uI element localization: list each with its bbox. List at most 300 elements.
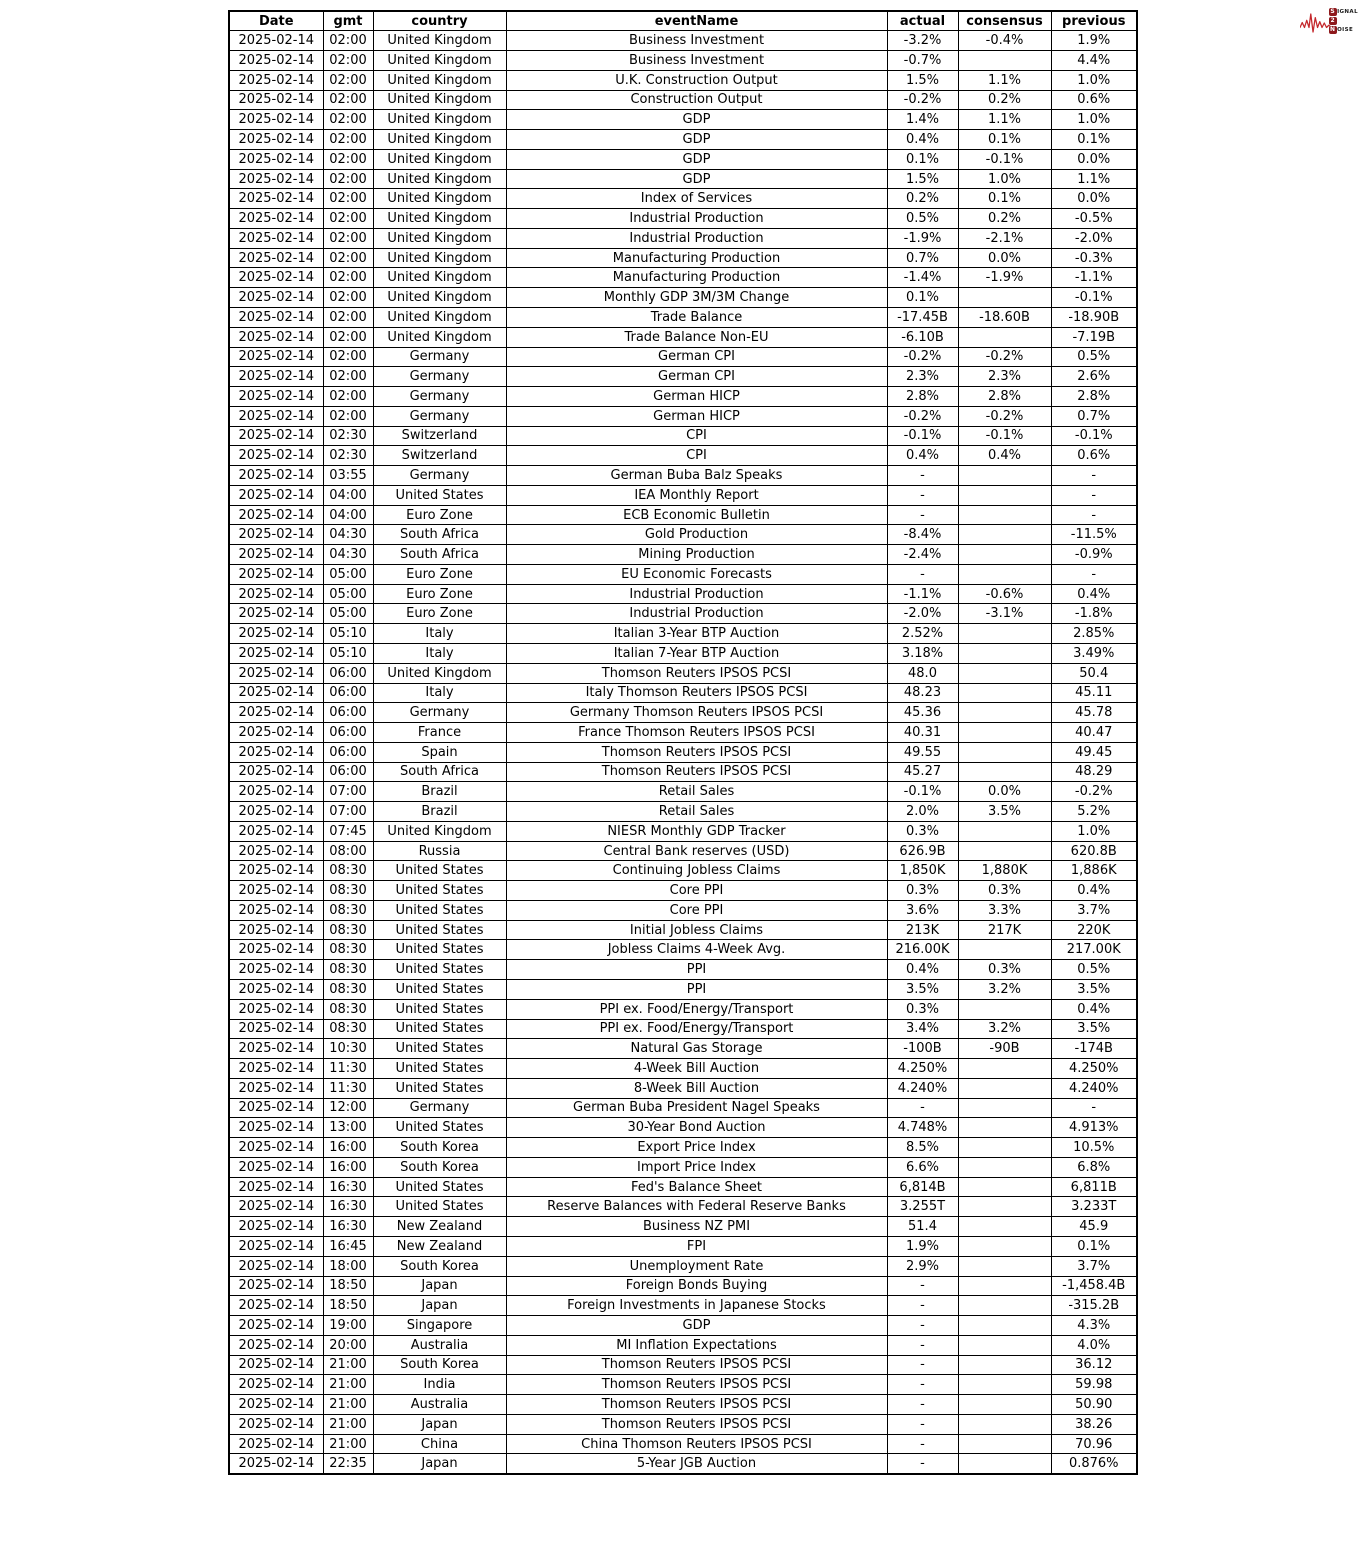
cell-event-name: China Thomson Reuters IPSOS PCSI: [506, 1434, 887, 1454]
cell-country: Brazil: [373, 782, 506, 802]
cell-gmt: 13:00: [323, 1118, 373, 1138]
cell-consensus: [958, 1335, 1051, 1355]
cell-event-name: German CPI: [506, 347, 887, 367]
cell-consensus: [958, 1355, 1051, 1375]
cell-previous: 10.5%: [1051, 1138, 1137, 1158]
cell-previous: 45.9: [1051, 1217, 1137, 1237]
cell-country: United Kingdom: [373, 268, 506, 288]
cell-country: United States: [373, 1019, 506, 1039]
cell-event-name: Business NZ PMI: [506, 1217, 887, 1237]
cell-event-name: Business Investment: [506, 31, 887, 51]
cell-country: Brazil: [373, 802, 506, 822]
table-row: [229, 228, 1137, 248]
cell-date: 2025-02-14: [229, 209, 323, 229]
cell-gmt: 02:00: [323, 327, 373, 347]
cell-actual: 0.1%: [887, 288, 958, 308]
column-header-actual: actual: [887, 11, 958, 31]
table-row: [229, 1157, 1137, 1177]
table-body: [229, 31, 1137, 1474]
table-row: [229, 1039, 1137, 1059]
cell-date: 2025-02-14: [229, 130, 323, 150]
cell-previous: 4.0%: [1051, 1335, 1137, 1355]
table-row: [229, 802, 1137, 822]
cell-country: United States: [373, 485, 506, 505]
cell-actual: 0.4%: [887, 960, 958, 980]
cell-previous: 3.7%: [1051, 1256, 1137, 1276]
cell-event-name: Italian 3-Year BTP Auction: [506, 624, 887, 644]
cell-date: 2025-02-14: [229, 900, 323, 920]
cell-date: 2025-02-14: [229, 940, 323, 960]
cell-date: 2025-02-14: [229, 466, 323, 486]
cell-consensus: -0.4%: [958, 31, 1051, 51]
cell-event-name: Import Price Index: [506, 1157, 887, 1177]
cell-event-name: German CPI: [506, 367, 887, 387]
cell-country: Australia: [373, 1395, 506, 1415]
table-row: [229, 1098, 1137, 1118]
column-header-date: Date: [229, 11, 323, 31]
cell-actual: 6.6%: [887, 1157, 958, 1177]
cell-consensus: -2.1%: [958, 228, 1051, 248]
cell-gmt: 02:00: [323, 406, 373, 426]
cell-event-name: Natural Gas Storage: [506, 1039, 887, 1059]
cell-previous: 36.12: [1051, 1355, 1137, 1375]
cell-actual: -: [887, 505, 958, 525]
cell-previous: -18.90B: [1051, 307, 1137, 327]
cell-date: 2025-02-14: [229, 1217, 323, 1237]
cell-previous: 0.4%: [1051, 999, 1137, 1019]
cell-gmt: 21:00: [323, 1395, 373, 1415]
cell-date: 2025-02-14: [229, 742, 323, 762]
cell-event-name: EU Economic Forecasts: [506, 564, 887, 584]
cell-consensus: -1.9%: [958, 268, 1051, 288]
cell-consensus: -0.1%: [958, 426, 1051, 446]
cell-previous: 49.45: [1051, 742, 1137, 762]
cell-previous: -0.3%: [1051, 248, 1137, 268]
cell-country: Italy: [373, 683, 506, 703]
cell-gmt: 06:00: [323, 742, 373, 762]
table-row: [229, 149, 1137, 169]
cell-event-name: Trade Balance Non-EU: [506, 327, 887, 347]
table-row: [229, 1236, 1137, 1256]
cell-gmt: 21:00: [323, 1434, 373, 1454]
cell-date: 2025-02-14: [229, 663, 323, 683]
cell-actual: 49.55: [887, 742, 958, 762]
cell-country: Euro Zone: [373, 564, 506, 584]
cell-previous: 48.29: [1051, 762, 1137, 782]
cell-actual: -: [887, 1414, 958, 1434]
table-row: [229, 268, 1137, 288]
cell-date: 2025-02-14: [229, 1256, 323, 1276]
cell-event-name: Industrial Production: [506, 209, 887, 229]
cell-previous: 3.7%: [1051, 900, 1137, 920]
cell-gmt: 03:55: [323, 466, 373, 486]
cell-actual: -: [887, 564, 958, 584]
table-row: [229, 762, 1137, 782]
cell-date: 2025-02-14: [229, 861, 323, 881]
cell-previous: -0.1%: [1051, 426, 1137, 446]
cell-date: 2025-02-14: [229, 1335, 323, 1355]
cell-event-name: PPI: [506, 960, 887, 980]
cell-country: New Zealand: [373, 1217, 506, 1237]
cell-country: United Kingdom: [373, 31, 506, 51]
cell-date: 2025-02-14: [229, 564, 323, 584]
cell-actual: 0.3%: [887, 999, 958, 1019]
cell-actual: 40.31: [887, 723, 958, 743]
cell-country: United States: [373, 1078, 506, 1098]
cell-date: 2025-02-14: [229, 228, 323, 248]
table-row: [229, 367, 1137, 387]
cell-date: 2025-02-14: [229, 1355, 323, 1375]
cell-gmt: 18:00: [323, 1256, 373, 1276]
cell-date: 2025-02-14: [229, 762, 323, 782]
cell-previous: -1.8%: [1051, 604, 1137, 624]
cell-country: Germany: [373, 347, 506, 367]
cell-country: South Korea: [373, 1157, 506, 1177]
cell-gmt: 02:00: [323, 307, 373, 327]
cell-country: Germany: [373, 367, 506, 387]
cell-actual: 1,850K: [887, 861, 958, 881]
cell-previous: 1.1%: [1051, 169, 1137, 189]
cell-country: United States: [373, 940, 506, 960]
cell-country: United States: [373, 861, 506, 881]
table-row: [229, 900, 1137, 920]
cell-consensus: [958, 51, 1051, 71]
cell-gmt: 02:00: [323, 90, 373, 110]
cell-previous: -7.19B: [1051, 327, 1137, 347]
cell-event-name: GDP: [506, 130, 887, 150]
cell-event-name: GDP: [506, 149, 887, 169]
cell-previous: -11.5%: [1051, 525, 1137, 545]
cell-event-name: Foreign Investments in Japanese Stocks: [506, 1296, 887, 1316]
cell-previous: 1.0%: [1051, 70, 1137, 90]
cell-gmt: 08:30: [323, 920, 373, 940]
table-row: [229, 70, 1137, 90]
cell-actual: 4.240%: [887, 1078, 958, 1098]
cell-gmt: 02:30: [323, 446, 373, 466]
table-row: [229, 1276, 1137, 1296]
column-header-consensus: consensus: [958, 11, 1051, 31]
cell-date: 2025-02-14: [229, 1296, 323, 1316]
cell-consensus: [958, 288, 1051, 308]
table-row: [229, 485, 1137, 505]
cell-previous: 2.6%: [1051, 367, 1137, 387]
cell-event-name: German Buba Balz Speaks: [506, 466, 887, 486]
cell-gmt: 07:00: [323, 782, 373, 802]
cell-actual: 8.5%: [887, 1138, 958, 1158]
cell-gmt: 08:00: [323, 841, 373, 861]
cell-gmt: 05:00: [323, 584, 373, 604]
cell-consensus: -0.6%: [958, 584, 1051, 604]
cell-gmt: 19:00: [323, 1316, 373, 1336]
table-row: [229, 525, 1137, 545]
table-row: [229, 31, 1137, 51]
cell-consensus: 0.3%: [958, 960, 1051, 980]
cell-event-name: GDP: [506, 110, 887, 130]
cell-consensus: [958, 624, 1051, 644]
table-row: [229, 110, 1137, 130]
cell-date: 2025-02-14: [229, 1395, 323, 1415]
cell-event-name: 5-Year JGB Auction: [506, 1454, 887, 1474]
cell-date: 2025-02-14: [229, 31, 323, 51]
cell-previous: 6,811B: [1051, 1177, 1137, 1197]
cell-actual: 45.36: [887, 703, 958, 723]
cell-actual: 2.9%: [887, 1256, 958, 1276]
table-row: [229, 861, 1137, 881]
table-row: [229, 209, 1137, 229]
cell-actual: -2.0%: [887, 604, 958, 624]
logo-letter-s: S: [1330, 8, 1335, 15]
cell-consensus: 1.1%: [958, 110, 1051, 130]
cell-date: 2025-02-14: [229, 1454, 323, 1474]
cell-country: South Africa: [373, 762, 506, 782]
cell-consensus: [958, 663, 1051, 683]
cell-gmt: 21:00: [323, 1375, 373, 1395]
table-row: [229, 1434, 1137, 1454]
cell-event-name: Fed's Balance Sheet: [506, 1177, 887, 1197]
cell-gmt: 02:00: [323, 387, 373, 407]
cell-event-name: Foreign Bonds Buying: [506, 1276, 887, 1296]
table-row: [229, 723, 1137, 743]
cell-previous: 0.4%: [1051, 584, 1137, 604]
cell-consensus: 3.2%: [958, 1019, 1051, 1039]
cell-country: Germany: [373, 1098, 506, 1118]
cell-gmt: 21:00: [323, 1355, 373, 1375]
cell-event-name: Industrial Production: [506, 604, 887, 624]
cell-actual: 2.3%: [887, 367, 958, 387]
cell-date: 2025-02-14: [229, 51, 323, 71]
cell-country: United States: [373, 920, 506, 940]
cell-gmt: 04:00: [323, 485, 373, 505]
cell-gmt: 08:30: [323, 999, 373, 1019]
cell-date: 2025-02-14: [229, 920, 323, 940]
cell-country: Japan: [373, 1454, 506, 1474]
cell-event-name: U.K. Construction Output: [506, 70, 887, 90]
cell-actual: 48.0: [887, 663, 958, 683]
cell-previous: 0.1%: [1051, 130, 1137, 150]
cell-date: 2025-02-14: [229, 1078, 323, 1098]
cell-date: 2025-02-14: [229, 1197, 323, 1217]
cell-date: 2025-02-14: [229, 1157, 323, 1177]
cell-actual: -: [887, 1335, 958, 1355]
cell-actual: 1.5%: [887, 70, 958, 90]
cell-date: 2025-02-14: [229, 980, 323, 1000]
cell-actual: 0.5%: [887, 209, 958, 229]
cell-date: 2025-02-14: [229, 268, 323, 288]
cell-consensus: [958, 1276, 1051, 1296]
cell-gmt: 02:00: [323, 268, 373, 288]
cell-previous: -: [1051, 505, 1137, 525]
cell-date: 2025-02-14: [229, 1316, 323, 1336]
logo-line-noise: [1329, 26, 1358, 34]
cell-actual: 6,814B: [887, 1177, 958, 1197]
cell-country: Australia: [373, 1335, 506, 1355]
cell-event-name: Thomson Reuters IPSOS PCSI: [506, 762, 887, 782]
cell-previous: -: [1051, 485, 1137, 505]
cell-country: United Kingdom: [373, 149, 506, 169]
cell-event-name: Retail Sales: [506, 782, 887, 802]
cell-country: United Kingdom: [373, 327, 506, 347]
cell-consensus: 0.2%: [958, 209, 1051, 229]
table-row: [229, 426, 1137, 446]
logo-text-signal: IGNAL: [1337, 9, 1358, 15]
cell-gmt: 05:00: [323, 604, 373, 624]
cell-country: United States: [373, 1197, 506, 1217]
column-header-previous: previous: [1051, 11, 1137, 31]
cell-event-name: Monthly GDP 3M/3M Change: [506, 288, 887, 308]
cell-actual: 3.5%: [887, 980, 958, 1000]
table-row: [229, 1355, 1137, 1375]
cell-consensus: [958, 1217, 1051, 1237]
table-row: [229, 1316, 1137, 1336]
cell-event-name: Core PPI: [506, 881, 887, 901]
cell-country: United States: [373, 980, 506, 1000]
cell-date: 2025-02-14: [229, 169, 323, 189]
cell-event-name: Manufacturing Production: [506, 268, 887, 288]
cell-actual: -0.2%: [887, 90, 958, 110]
cell-previous: 0.0%: [1051, 149, 1137, 169]
table-row: [229, 1217, 1137, 1237]
cell-event-name: Thomson Reuters IPSOS PCSI: [506, 742, 887, 762]
cell-consensus: [958, 1098, 1051, 1118]
cell-date: 2025-02-14: [229, 446, 323, 466]
table-row: [229, 1019, 1137, 1039]
cell-consensus: -0.2%: [958, 347, 1051, 367]
table-row: [229, 446, 1137, 466]
cell-event-name: 8-Week Bill Auction: [506, 1078, 887, 1098]
cell-country: South Korea: [373, 1138, 506, 1158]
cell-consensus: 0.0%: [958, 248, 1051, 268]
cell-consensus: [958, 1157, 1051, 1177]
cell-date: 2025-02-14: [229, 703, 323, 723]
cell-gmt: 08:30: [323, 980, 373, 1000]
cell-consensus: [958, 525, 1051, 545]
cell-country: Spain: [373, 742, 506, 762]
cell-event-name: Industrial Production: [506, 584, 887, 604]
cell-event-name: Thomson Reuters IPSOS PCSI: [506, 663, 887, 683]
cell-consensus: [958, 999, 1051, 1019]
cell-date: 2025-02-14: [229, 1138, 323, 1158]
cell-consensus: [958, 841, 1051, 861]
cell-actual: -8.4%: [887, 525, 958, 545]
cell-consensus: [958, 485, 1051, 505]
cell-country: Germany: [373, 466, 506, 486]
cell-previous: 217.00K: [1051, 940, 1137, 960]
cell-actual: -17.45B: [887, 307, 958, 327]
cell-event-name: PPI ex. Food/Energy/Transport: [506, 1019, 887, 1039]
cell-gmt: 08:30: [323, 900, 373, 920]
cell-actual: -: [887, 1434, 958, 1454]
cell-gmt: 07:45: [323, 821, 373, 841]
cell-consensus: 0.1%: [958, 130, 1051, 150]
cell-previous: 4.913%: [1051, 1118, 1137, 1138]
table-row: [229, 584, 1137, 604]
cell-date: 2025-02-14: [229, 327, 323, 347]
cell-actual: 4.748%: [887, 1118, 958, 1138]
cell-actual: 3.255T: [887, 1197, 958, 1217]
cell-event-name: Mining Production: [506, 545, 887, 565]
cell-actual: 3.4%: [887, 1019, 958, 1039]
cell-actual: 0.2%: [887, 189, 958, 209]
table-row: [229, 347, 1137, 367]
cell-event-name: German HICP: [506, 387, 887, 407]
cell-country: United States: [373, 900, 506, 920]
cell-gmt: 08:30: [323, 960, 373, 980]
cell-consensus: 1.1%: [958, 70, 1051, 90]
cell-previous: 2.8%: [1051, 387, 1137, 407]
cell-consensus: 3.3%: [958, 900, 1051, 920]
cell-country: United Kingdom: [373, 288, 506, 308]
cell-event-name: MI Inflation Expectations: [506, 1335, 887, 1355]
cell-consensus: 2.8%: [958, 387, 1051, 407]
cell-gmt: 18:50: [323, 1276, 373, 1296]
economic-calendar-table: [228, 10, 1138, 1475]
table-row: [229, 505, 1137, 525]
cell-country: United States: [373, 1118, 506, 1138]
cell-date: 2025-02-14: [229, 525, 323, 545]
cell-date: 2025-02-14: [229, 723, 323, 743]
cell-date: 2025-02-14: [229, 307, 323, 327]
cell-consensus: [958, 1316, 1051, 1336]
table-row: [229, 624, 1137, 644]
cell-actual: -6.10B: [887, 327, 958, 347]
cell-gmt: 06:00: [323, 723, 373, 743]
table-row: [229, 1078, 1137, 1098]
cell-event-name: IEA Monthly Report: [506, 485, 887, 505]
cell-actual: 0.4%: [887, 446, 958, 466]
cell-date: 2025-02-14: [229, 1059, 323, 1079]
cell-country: United States: [373, 1059, 506, 1079]
cell-date: 2025-02-14: [229, 1434, 323, 1454]
table-row: [229, 288, 1137, 308]
column-header-country: country: [373, 11, 506, 31]
cell-previous: -174B: [1051, 1039, 1137, 1059]
cell-actual: -0.1%: [887, 426, 958, 446]
cell-gmt: 06:00: [323, 703, 373, 723]
brand-logo-text: [1329, 8, 1358, 34]
cell-event-name: PPI ex. Food/Energy/Transport: [506, 999, 887, 1019]
cell-consensus: 1,880K: [958, 861, 1051, 881]
cell-country: Japan: [373, 1414, 506, 1434]
cell-date: 2025-02-14: [229, 1375, 323, 1395]
cell-event-name: France Thomson Reuters IPSOS PCSI: [506, 723, 887, 743]
cell-event-name: Index of Services: [506, 189, 887, 209]
cell-previous: 1.0%: [1051, 821, 1137, 841]
cell-gmt: 08:30: [323, 881, 373, 901]
cell-country: Switzerland: [373, 426, 506, 446]
cell-actual: 1.4%: [887, 110, 958, 130]
cell-country: Germany: [373, 406, 506, 426]
cell-gmt: 11:30: [323, 1078, 373, 1098]
table-row: [229, 1197, 1137, 1217]
cell-actual: -: [887, 1296, 958, 1316]
table-row: [229, 1118, 1137, 1138]
cell-actual: -: [887, 1276, 958, 1296]
cell-consensus: [958, 1296, 1051, 1316]
cell-gmt: 04:00: [323, 505, 373, 525]
table-row: [229, 564, 1137, 584]
table-row: [229, 980, 1137, 1000]
cell-previous: 0.6%: [1051, 90, 1137, 110]
cell-gmt: 20:00: [323, 1335, 373, 1355]
cell-date: 2025-02-14: [229, 782, 323, 802]
cell-consensus: [958, 327, 1051, 347]
cell-actual: 626.9B: [887, 841, 958, 861]
cell-gmt: 16:30: [323, 1177, 373, 1197]
cell-event-name: Thomson Reuters IPSOS PCSI: [506, 1414, 887, 1434]
cell-previous: 5.2%: [1051, 802, 1137, 822]
cell-country: United Kingdom: [373, 209, 506, 229]
cell-country: United States: [373, 960, 506, 980]
